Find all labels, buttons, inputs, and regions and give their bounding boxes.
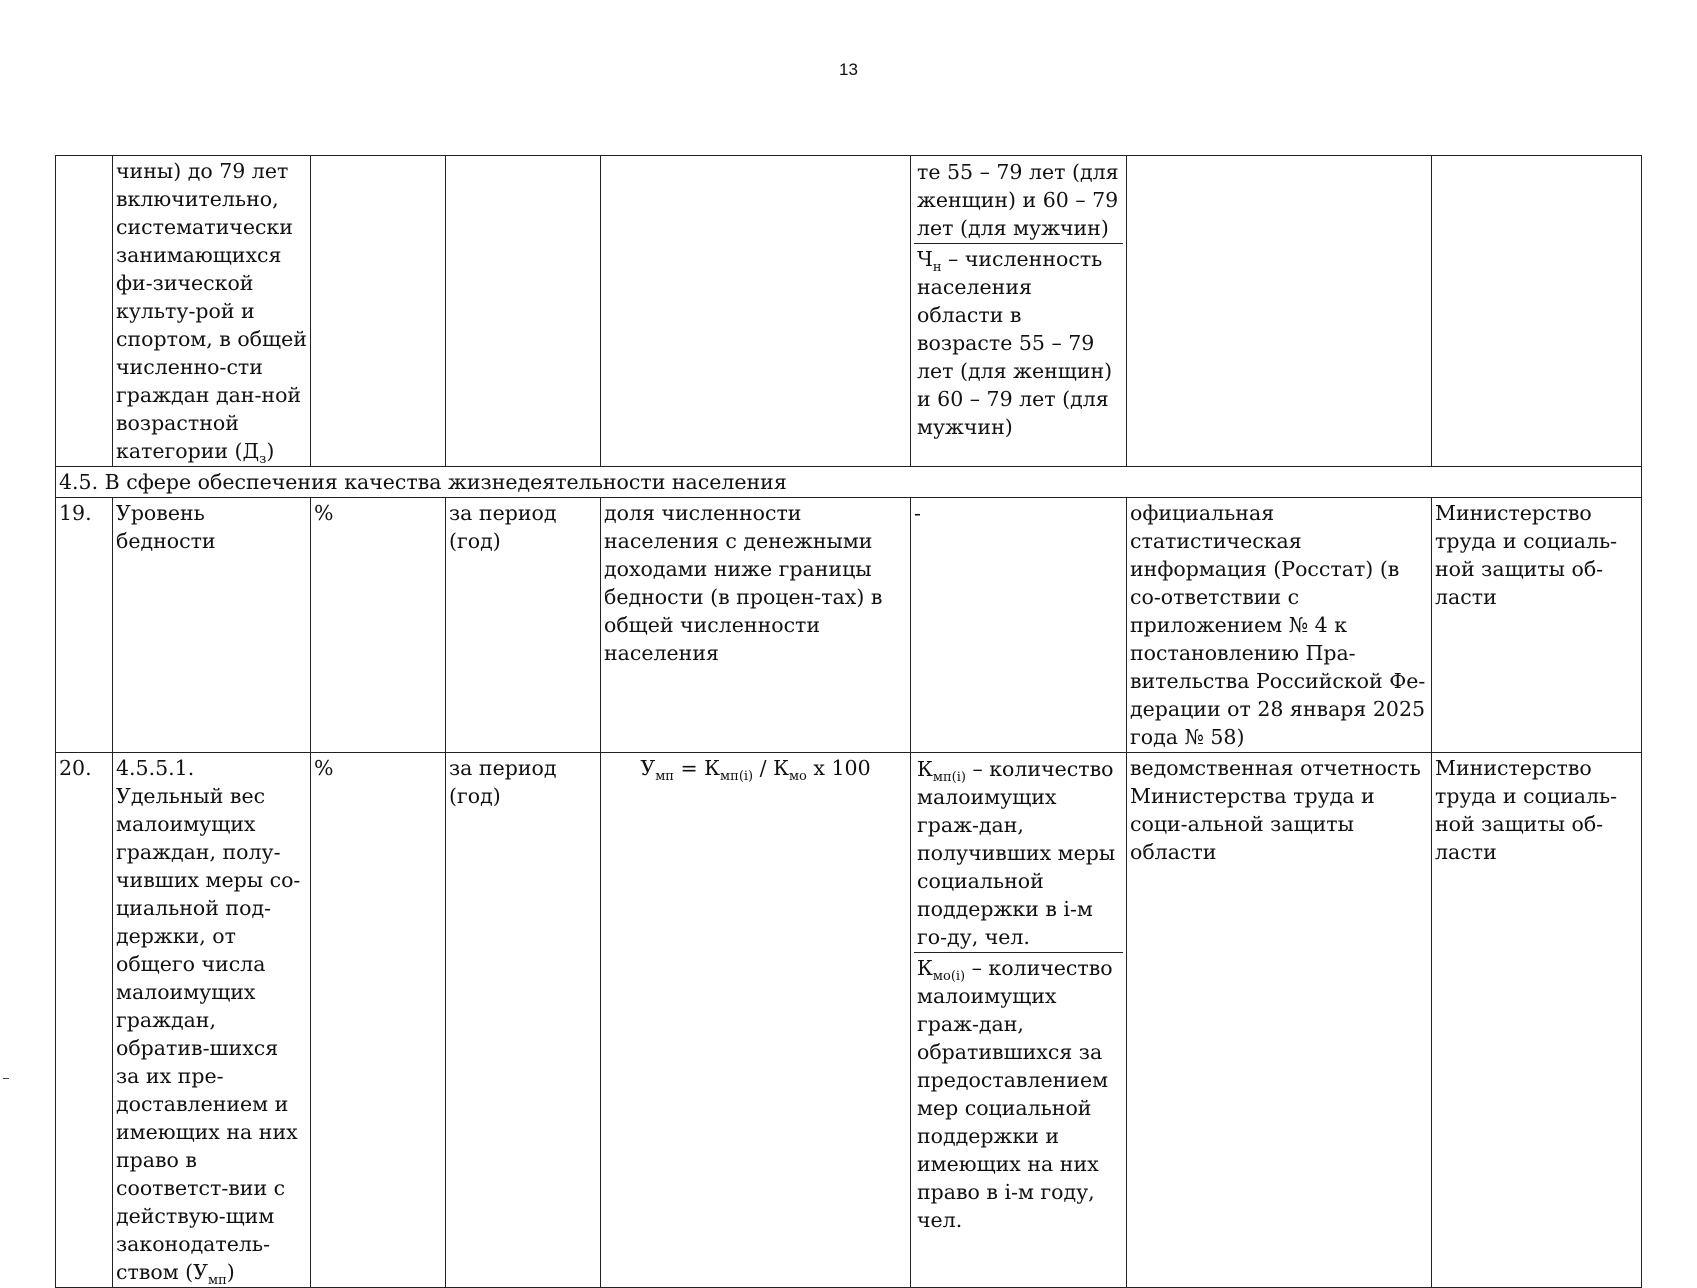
- row-number: 20.: [56, 753, 113, 1288]
- indicators-table: [55, 155, 1642, 1288]
- variables-cell: [911, 753, 1127, 1288]
- variable-description: $К_{мп(i)}$ – количество малоимущих граж-дан, получивших меры социальной поддержки в i-м го-ду, чел.: [917, 757, 1116, 949]
- table-row: [56, 498, 1642, 753]
- responsible-body: Министерство труда и социаль-ной защиты об-ласти: [1432, 753, 1642, 1288]
- data-source: ведомственная отчетность Министерства труда и соци-альной защиты области: [1127, 753, 1432, 1288]
- table-row: [56, 753, 1642, 1288]
- variable-description: $К_{мо(i)}$ – количество малоимущих граж-дан, обратившихся за предоставлением мер социальной поддержки и имеющих на них право в i-м году, чел.: [914, 952, 1123, 1235]
- variables-cell: [911, 156, 1127, 467]
- period-cell: [446, 156, 601, 467]
- unit: %: [311, 498, 446, 753]
- unit-cell: [311, 156, 446, 467]
- unit: %: [311, 753, 446, 1288]
- indicator-name-cell: чины) до 79 лет включительно, систематически занимающихся фи-зической культу-рой и спортом, в общей численно-сти граждан дан-ной возрастной категории $(Д_з)$: [113, 156, 311, 467]
- indicator-name: 4.5.5.1. Удельный вес малоимущих граждан, полу-чивших меры со-циальной под-держки, от общего числа малоимущих граждан, обратив-шихся за их пре-доставлением и имеющих на них право в соответст-вии с действую-щим законодатель-ством $(У_{мп})$: [113, 753, 311, 1288]
- period: за период (год): [446, 498, 601, 753]
- num-cell: [56, 156, 113, 467]
- calculation-method: доля численности населения с денежными доходами ниже границы бедности (в процен-тах) в общей численности населения: [601, 498, 911, 753]
- page-number: 13: [839, 60, 858, 79]
- continuation-row: [56, 156, 1642, 467]
- calculation-formula: $У_{мп} = К_{мп(i)} / К_{мо}$ х 100: [601, 753, 911, 1288]
- responsible-body: Министерство труда и социаль-ной защиты об-ласти: [1432, 498, 1642, 753]
- variables: -: [911, 498, 1127, 753]
- indicator-name: Уровень бедности: [113, 498, 311, 753]
- row-number: 19.: [56, 498, 113, 753]
- method-cell: [601, 156, 911, 467]
- margin-mark: [3, 1078, 9, 1079]
- variable-description: те 55 – 79 лет (для женщин) и 60 – 79 лет (для мужчин): [917, 160, 1119, 240]
- section-title: 4.5. В сфере обеспечения качества жизнедеятельности населения: [56, 467, 1642, 498]
- source-cell: [1127, 156, 1432, 467]
- period: за период (год): [446, 753, 601, 1288]
- section-header-row: [56, 467, 1642, 498]
- variable-description: $Ч_н$ – численность населения области в возрасте 55 – 79 лет (для женщин) и 60 – 79 лет (для мужчин): [914, 243, 1123, 442]
- responsible-cell: [1432, 156, 1642, 467]
- data-source: официальная статистическая информация (Росстат) (в со-ответствии с приложением № 4 к постановлению Пра-вительства Российской Фе-дерации от 28 января 2025 года № 58): [1127, 498, 1432, 753]
